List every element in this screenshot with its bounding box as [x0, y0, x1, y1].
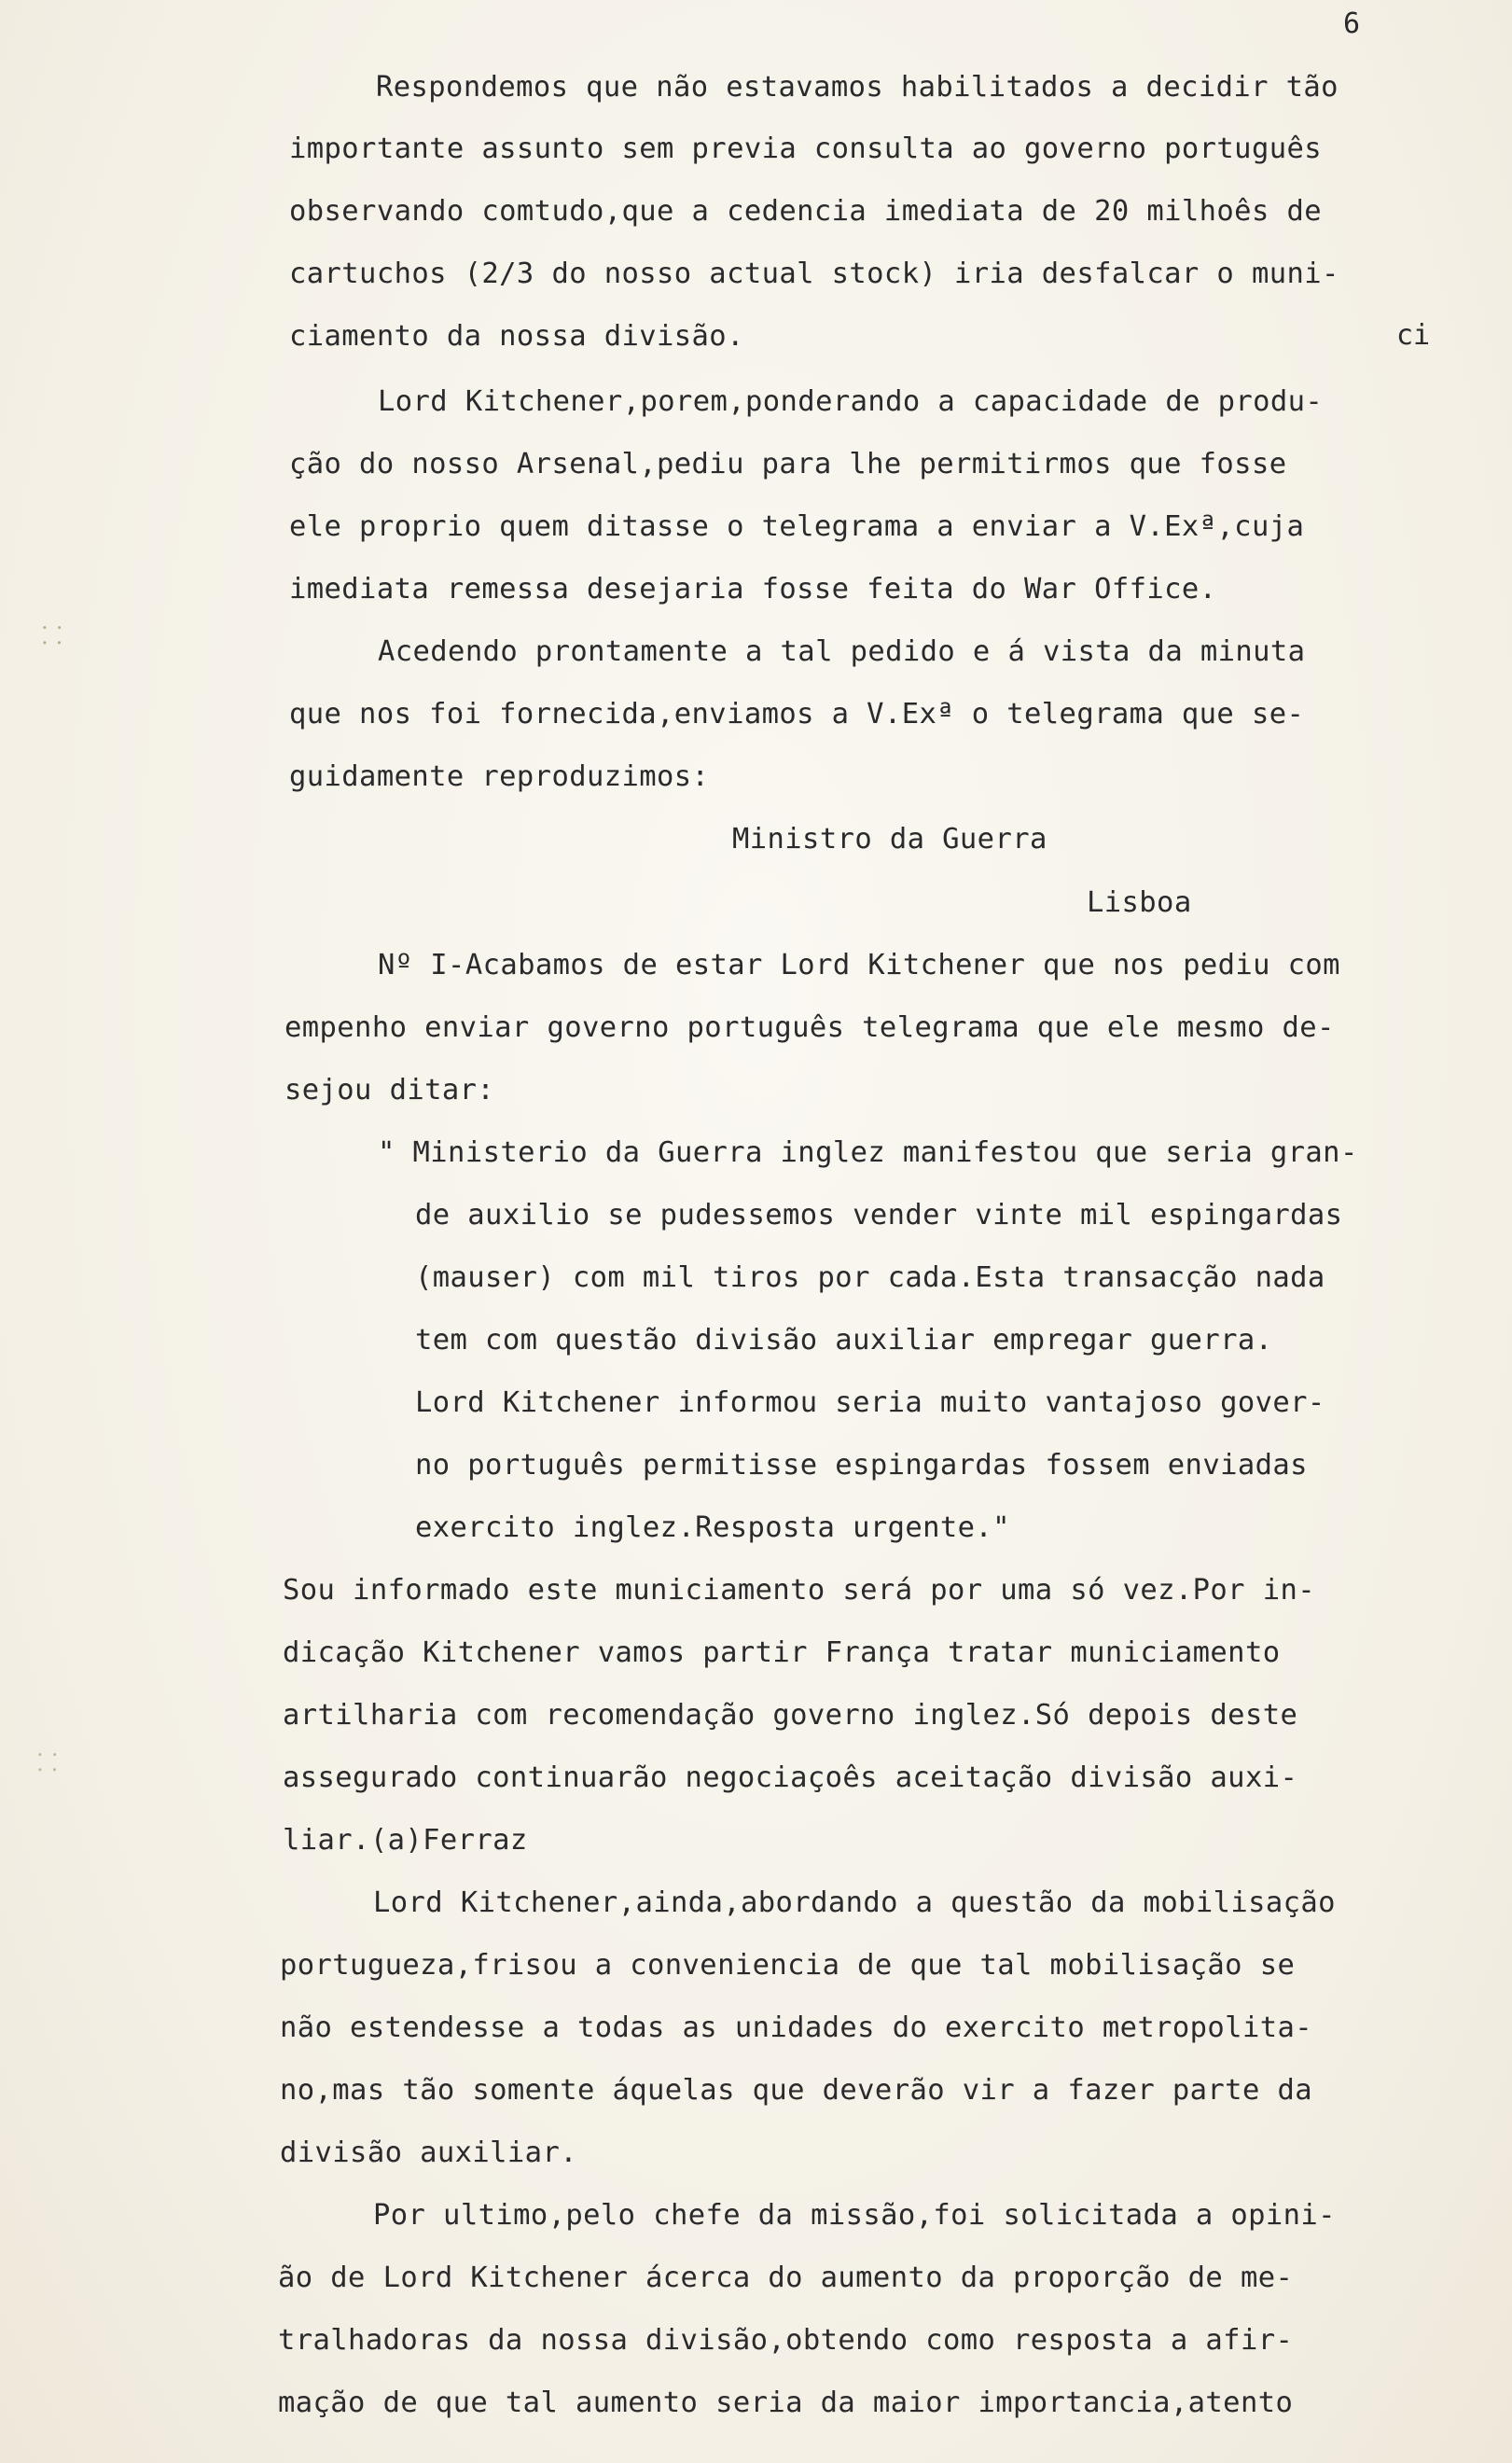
text-line: ão de Lord Kitchener ácerca do aumento da proporção de me- [278, 2261, 1294, 2294]
text-line: empenho enviar governo português telegrama que ele mesmo de- [284, 1011, 1335, 1044]
quoted-line: " Ministerio da Guerra inglez manifestou que seria gran- [378, 1136, 1358, 1169]
quoted-line: exercito inglez.Resposta urgente." [415, 1511, 1010, 1544]
ink-mark: ⸬ [42, 622, 62, 650]
text-line: ele proprio quem ditasse o telegrama a enviar a V.Exª,cuja [289, 510, 1305, 543]
quoted-line: tem com questão divisão auxiliar empregar guerra. [415, 1324, 1273, 1357]
text-line: ciamento da nossa divisão. [289, 320, 744, 353]
telegram-recipient: Ministro da Guerra [732, 823, 1047, 856]
text-line: observando comtudo,que a cedencia imediata de 20 milhoês de [289, 195, 1322, 228]
text-line: cartuchos (2/3 do nosso actual stock) iria desfalcar o muni- [289, 257, 1339, 290]
text-line: importante assunto sem previa consulta ao governo português [289, 132, 1322, 165]
quoted-line: (mauser) com mil tiros por cada.Esta transacção nada [415, 1261, 1325, 1294]
text-line: tralhadoras da nossa divisão,obtendo como resposta a afir- [278, 2324, 1294, 2357]
text-line: mação de que tal aumento seria da maior importancia,atento [278, 2386, 1294, 2419]
text-line: liar.(a)Ferraz [283, 1824, 528, 1857]
text-line: Por ultimo,pelo chefe da missão,foi solicitada a opini- [373, 2199, 1336, 2232]
telegram-city: Lisboa [1087, 886, 1192, 919]
text-line: que nos foi fornecida,enviamos a V.Exª o telegrama que se- [289, 698, 1305, 731]
quoted-line: no português permitisse espingardas fossem enviadas [415, 1449, 1308, 1482]
text-line: Respondemos que não estavamos habilitados a decidir tão [376, 71, 1339, 104]
text-line: Nº I-Acabamos de estar Lord Kitchener que nos pediu com [378, 949, 1340, 981]
quoted-line: de auxilio se pudessemos vender vinte mil espingardas [415, 1199, 1343, 1232]
text-line: assegurado continuarão negociaçoês aceitação divisão auxi- [283, 1761, 1298, 1794]
text-line: Lord Kitchener,ainda,abordando a questão da mobilisação [373, 1886, 1336, 1919]
text-line: no,mas tão somente áquelas que deverão vir a fazer parte da [280, 2074, 1312, 2107]
text-line: Lord Kitchener,porem,ponderando a capacidade de produ- [378, 385, 1324, 418]
text-line: sejou ditar: [284, 1074, 495, 1106]
text-line: artilharia com recomendação governo inglez.Só depois deste [283, 1699, 1298, 1732]
ink-mark: ⸬ [37, 1749, 58, 1777]
text-line: Sou informado este municiamento será por uma só vez.Por in- [283, 1574, 1315, 1607]
text-line: guidamente reproduzimos: [289, 760, 710, 793]
text-line: dicação Kitchener vamos partir França tratar municiamento [283, 1636, 1281, 1669]
margin-note: ci [1396, 319, 1431, 352]
text-line: Acedendo prontamente a tal pedido e á vista da minuta [378, 635, 1306, 668]
text-line: divisão auxiliar. [280, 2136, 577, 2169]
text-line: não estendesse a todas as unidades do exercito metropolita- [280, 2011, 1312, 2044]
quoted-line: Lord Kitchener informou seria muito vantajoso gover- [415, 1386, 1325, 1419]
text-line: imediata remessa desejaria fosse feita do War Office. [289, 573, 1217, 605]
text-line: ção do nosso Arsenal,pediu para lhe permitirmos que fosse [289, 448, 1287, 480]
text-line: portugueza,frisou a conveniencia de que tal mobilisação se [280, 1949, 1296, 1982]
page-number: 6 [1343, 7, 1361, 40]
